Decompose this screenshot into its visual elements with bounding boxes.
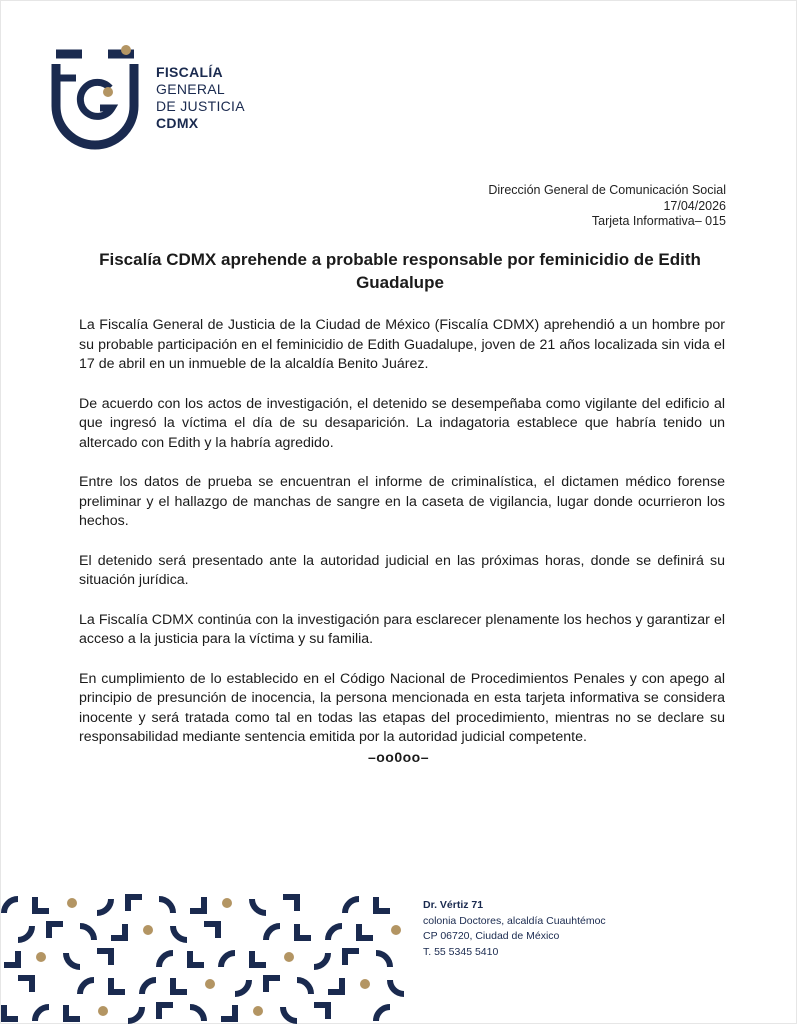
pattern-shape [266, 978, 280, 992]
address-phone: T. 55 5345 5410 [423, 945, 499, 958]
pattern-shape [376, 953, 390, 967]
pattern-shape [67, 898, 77, 908]
pattern-shape [376, 897, 390, 911]
pattern-shape [283, 897, 297, 911]
pattern-shape [18, 978, 32, 992]
pattern-shape [66, 953, 80, 967]
address-cp: CP 06720, Ciudad de México [423, 930, 560, 942]
paragraph: La Fiscalía General de Justicia de la Ciudad de México (Fiscalía CDMX) aprehendió a un hombre por su probable participación en el feminicidio de Edith Guadalupe, joven de 21 años localizada sin vida el 17 de abril en un inmueble de la alcaldía Benito Juárez. [79, 317, 725, 372]
header-info [488, 183, 726, 230]
document-body [79, 316, 725, 768]
address-street: Dr. Vértiz 71 [423, 899, 484, 911]
pattern-shape [159, 899, 173, 913]
logo-line-4: CDMX [156, 115, 199, 131]
pattern-shape [297, 980, 311, 994]
card-number: Tarjeta Informativa– 015 [591, 214, 726, 228]
document-title: Fiscalía CDMX aprehende a probable responsable por feminicidio de Edith Guadalupe [99, 250, 701, 292]
pattern-shape [391, 925, 401, 935]
paragraph: De acuerdo con los actos de investigación, el detenido se desempeñaba como vigilante del edificio al que ingresó la víctima el día de su desaparición. La indagatoria establece que habría tenido un altercado con Edith y la habría agredido. [79, 395, 725, 451]
pattern-shape [222, 898, 232, 908]
pattern-shape [360, 979, 370, 989]
pattern-shape [173, 926, 187, 940]
pattern-shape [4, 1005, 18, 1019]
pattern-shape [297, 924, 311, 938]
pattern-shape [284, 952, 294, 962]
pattern-shape [283, 1007, 297, 1021]
department-name: Dirección General de Comunicación Social [488, 183, 726, 197]
pattern-shape [4, 951, 18, 965]
pattern-shape [190, 951, 204, 965]
pattern-shape [190, 897, 204, 911]
paragraph: En cumplimiento de lo establecido en el Código Nacional de Procedimientos Penales y con apego al principio de presunción de inocencia, la persona mencionada en esta tarjeta informativa se considera inocente y será tratada como tal en todas las etapas del procedimiento, mientras no se declare su responsabilidad mediante sentencia emitida por la autoridad judicial competente. [79, 670, 725, 745]
pattern-shape [190, 1007, 204, 1021]
pattern-shape [97, 899, 111, 913]
pattern-shape [36, 952, 46, 962]
pattern-shape [328, 926, 342, 940]
pattern-shape [314, 1005, 328, 1019]
pattern-shape [345, 899, 359, 913]
pattern-shape [4, 899, 18, 913]
pattern-shape [205, 979, 215, 989]
document-date: 17/04/2026 [663, 198, 726, 213]
pattern-shape [143, 925, 153, 935]
pattern-shape [98, 1006, 108, 1016]
pattern-shape [345, 951, 359, 965]
pattern-shape [221, 1005, 235, 1019]
pattern-shape [35, 1007, 49, 1021]
pattern-shape [390, 980, 404, 994]
pattern-shape [35, 897, 49, 911]
pattern-shape [159, 953, 173, 967]
pattern-graphic [0, 893, 405, 1024]
paragraph: El detenido será presentado ante la autoridad judicial en las próximas horas, donde se definirá su situación jurídica. [79, 552, 725, 588]
pattern-shape [128, 897, 142, 911]
footer-address [423, 898, 606, 960]
pattern-shape [80, 926, 94, 940]
pattern-shape [252, 951, 266, 965]
pattern-shape [128, 1007, 142, 1021]
closing-mark: –oo0oo– [367, 749, 430, 765]
pattern-shape [111, 978, 125, 992]
pattern-shape [235, 980, 249, 994]
pattern-shape [252, 899, 266, 913]
pattern-shape [376, 1007, 390, 1021]
logo-line-2: GENERAL [156, 81, 226, 97]
fiscalia-logo [50, 44, 250, 152]
pattern-shape [204, 924, 218, 938]
logo-line-1: FISCALÍA [156, 64, 223, 80]
pattern-shape [173, 978, 187, 992]
pattern-shape [253, 1006, 263, 1016]
fgj-emblem-icon [50, 44, 140, 150]
pattern-shape [266, 926, 280, 940]
paragraph: La Fiscalía CDMX continúa con la investigación para esclarecer plenamente los hechos y garantizar el acceso a la justicia para la víctima y su familia. [79, 611, 725, 647]
paragraph: Entre los datos de prueba se encuentran el informe de criminalística, el dictamen médico forense preliminar y el hallazgo de manchas de sangre en la caseta de vigilancia, lugar donde ocurrieron los hechos. [79, 474, 725, 529]
pattern-shape [49, 924, 63, 938]
pattern-shape [111, 924, 125, 938]
pattern-shape [97, 951, 111, 965]
pattern-shape [142, 980, 156, 994]
pattern-shape [314, 953, 328, 967]
pattern-shape [359, 924, 373, 938]
pattern-shape [328, 978, 342, 992]
pattern-shape [159, 1005, 173, 1019]
logo-line-3: DE JUSTICIA [156, 98, 245, 114]
pattern-shape [66, 1005, 80, 1019]
pattern-shape [80, 980, 94, 994]
logo-wordmark [156, 64, 245, 132]
address-colony: colonia Doctores, alcaldía Cuauhtémoc [423, 914, 606, 927]
pattern-shape [221, 953, 235, 967]
pattern-shape [18, 926, 32, 940]
decorative-pattern [0, 893, 405, 1024]
